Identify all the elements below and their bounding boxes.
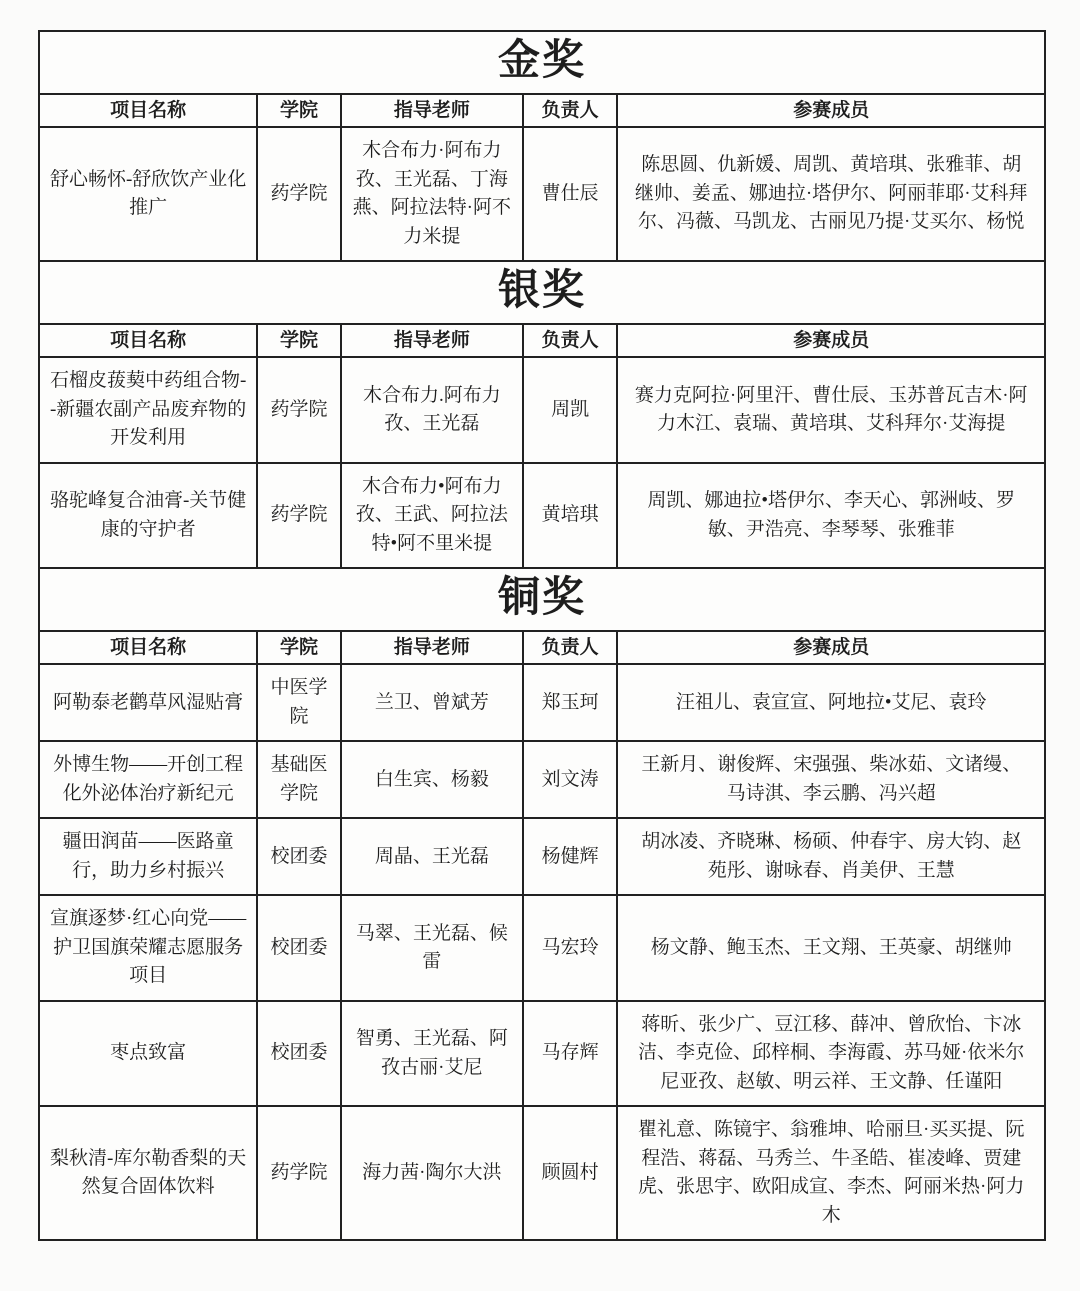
section-title: 银奖	[39, 261, 1045, 324]
cell-college: 校团委	[257, 895, 340, 1001]
cell-members: 汪祖儿、袁宣宣、阿地拉•艾尼、袁玲	[617, 664, 1045, 741]
cell-college: 药学院	[257, 357, 340, 463]
cell-members: 王新月、谢俊辉、宋强强、柴冰茹、文诸缦、马诗淇、李云鹏、冯兴超	[617, 741, 1045, 818]
cell-leader: 黄培琪	[523, 463, 618, 569]
cell-advisors: 马翠、王光磊、候雷	[341, 895, 523, 1001]
cell-leader: 周凯	[523, 357, 618, 463]
column-header: 负责人	[523, 94, 618, 128]
cell-members: 周凯、娜迪拉•塔伊尔、李天心、郭洲岐、罗敏、尹浩亮、李琴琴、张雅菲	[617, 463, 1045, 569]
column-header: 参赛成员	[617, 631, 1045, 665]
cell-leader: 顾圆村	[523, 1106, 618, 1240]
table-row	[39, 357, 1045, 463]
column-header: 参赛成员	[617, 324, 1045, 358]
cell-project: 骆驼峰复合油膏-关节健康的守护者	[39, 463, 257, 569]
section-title: 金奖	[39, 31, 1045, 94]
column-header: 指导老师	[341, 631, 523, 665]
cell-advisors: 周晶、王光磊	[341, 818, 523, 895]
table-row	[39, 463, 1045, 569]
cell-project: 舒心畅怀-舒欣饮产业化推广	[39, 127, 257, 261]
cell-advisors: 智勇、王光磊、阿孜古丽·艾尼	[341, 1001, 523, 1107]
column-header: 学院	[257, 94, 340, 128]
cell-leader: 刘文涛	[523, 741, 618, 818]
column-header: 学院	[257, 631, 340, 665]
table-row	[39, 127, 1045, 261]
cell-project: 疆田润苗——医路童行，助力乡村振兴	[39, 818, 257, 895]
cell-advisors: 木合布力•阿布力孜、王武、阿拉法特•阿不里米提	[341, 463, 523, 569]
column-header: 指导老师	[341, 94, 523, 128]
cell-project: 外博生物——开创工程化外泌体治疗新纪元	[39, 741, 257, 818]
column-header: 项目名称	[39, 631, 257, 665]
table-row	[39, 895, 1045, 1001]
table-row	[39, 741, 1045, 818]
column-header: 负责人	[523, 324, 618, 358]
cell-leader: 曹仕辰	[523, 127, 618, 261]
cell-members: 赛力克阿拉·阿里汗、曹仕辰、玉苏普瓦吉木·阿力木江、袁瑞、黄培琪、艾科拜尔·艾海提	[617, 357, 1045, 463]
cell-leader: 马存辉	[523, 1001, 618, 1107]
cell-college: 药学院	[257, 127, 340, 261]
cell-college: 基础医学院	[257, 741, 340, 818]
column-header: 学院	[257, 324, 340, 358]
table-row	[39, 664, 1045, 741]
table-row	[39, 1001, 1045, 1107]
cell-advisors: 兰卫、曾斌芳	[341, 664, 523, 741]
cell-advisors: 海力茜·陶尔大洪	[341, 1106, 523, 1240]
cell-advisors: 白生宾、杨毅	[341, 741, 523, 818]
awards-table-body	[39, 31, 1045, 1240]
cell-project: 宣旗逐梦·红心向党——护卫国旗荣耀志愿服务项目	[39, 895, 257, 1001]
column-header: 参赛成员	[617, 94, 1045, 128]
cell-members: 蒋昕、张少广、豆江移、薛冲、曾欣怡、卞冰洁、李克俭、邱梓桐、李海霞、苏马娅·依米尔尼亚孜、赵敏、明云祥、王文静、任谨阳	[617, 1001, 1045, 1107]
cell-leader: 郑玉珂	[523, 664, 618, 741]
cell-advisors: 木合布力.阿布力孜、王光磊	[341, 357, 523, 463]
cell-college: 中医学院	[257, 664, 340, 741]
column-header: 项目名称	[39, 94, 257, 128]
column-header: 负责人	[523, 631, 618, 665]
table-row	[39, 818, 1045, 895]
column-header: 项目名称	[39, 324, 257, 358]
cell-advisors: 木合布力·阿布力孜、王光磊、丁海燕、阿拉法特·阿不力米提	[341, 127, 523, 261]
cell-project: 阿勒泰老鹳草风湿贴膏	[39, 664, 257, 741]
section-title: 铜奖	[39, 568, 1045, 631]
cell-leader: 杨健辉	[523, 818, 618, 895]
cell-project: 石榴皮菝葜中药组合物--新疆农副产品废弃物的开发利用	[39, 357, 257, 463]
cell-college: 药学院	[257, 463, 340, 569]
cell-college: 药学院	[257, 1106, 340, 1240]
cell-college: 校团委	[257, 1001, 340, 1107]
column-header: 指导老师	[341, 324, 523, 358]
cell-project: 梨秋清-库尔勒香梨的天然复合固体饮料	[39, 1106, 257, 1240]
cell-members: 陈思圆、仇新媛、周凯、黄培琪、张雅菲、胡继帅、姜孟、娜迪拉·塔伊尔、阿丽菲耶·艾科拜尔、冯薇、马凯龙、古丽见乃提·艾买尔、杨悦	[617, 127, 1045, 261]
cell-members: 瞿礼意、陈镜宇、翁雅坤、哈丽旦·买买提、阮程浩、蒋磊、马秀兰、牛圣皓、崔凌峰、贾建虎、张思宇、欧阳成宣、李杰、阿丽米热·阿力木	[617, 1106, 1045, 1240]
awards-table	[38, 30, 1046, 1241]
cell-project: 枣点致富	[39, 1001, 257, 1107]
cell-leader: 马宏玲	[523, 895, 618, 1001]
table-row	[39, 1106, 1045, 1240]
cell-members: 胡冰凌、齐晓琳、杨硕、仲春宇、房大钧、赵苑彤、谢咏春、肖美伊、王慧	[617, 818, 1045, 895]
cell-college: 校团委	[257, 818, 340, 895]
cell-members: 杨文静、鲍玉杰、王文翔、王英豪、胡继帅	[617, 895, 1045, 1001]
